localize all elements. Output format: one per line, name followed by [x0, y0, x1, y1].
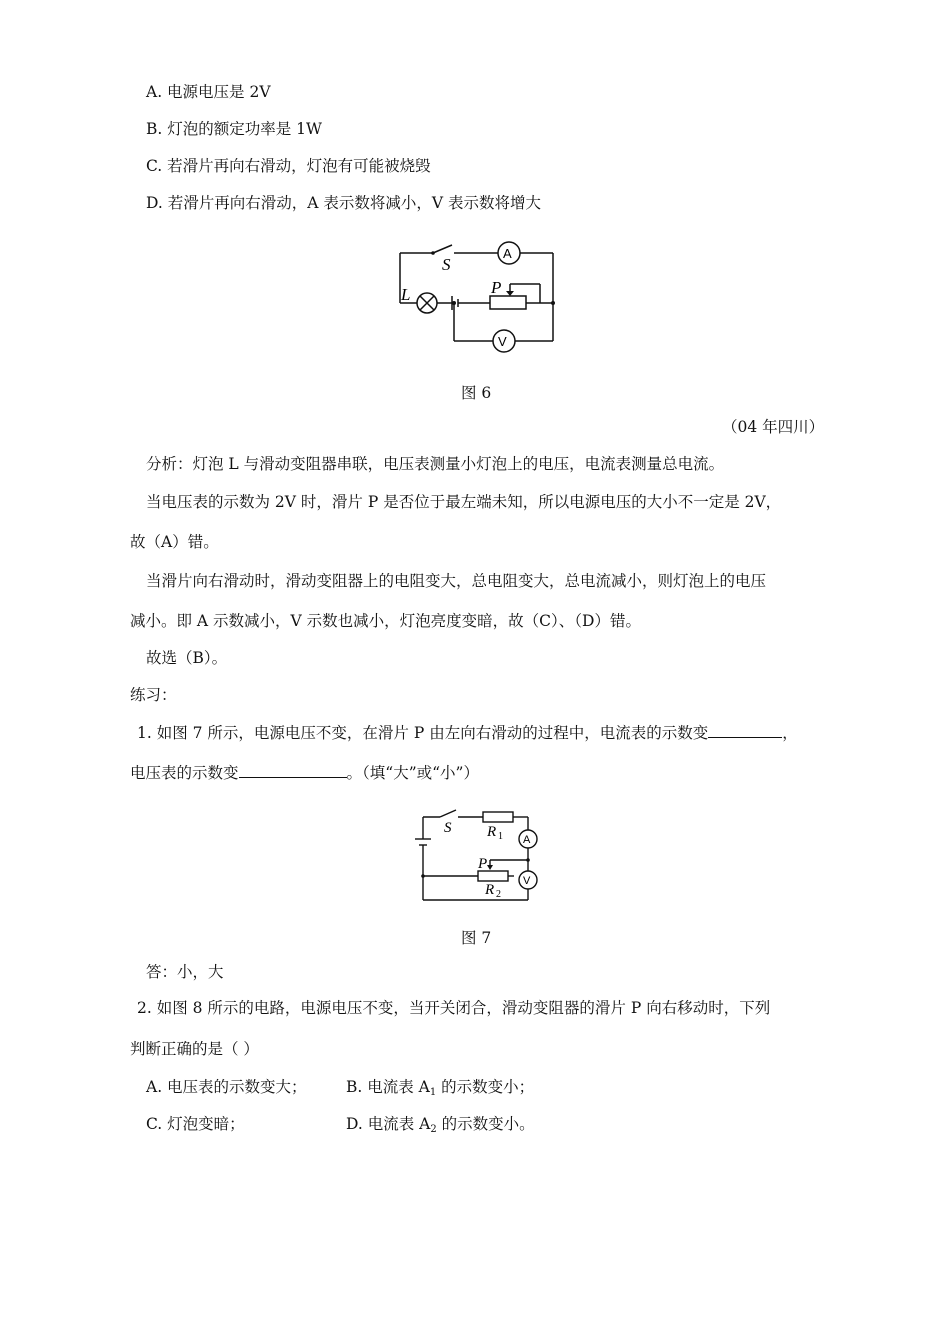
- practice-heading: 练习：: [130, 686, 177, 704]
- fig7-voltmeter-label: V: [523, 875, 531, 887]
- question-1-punct: ，: [782, 724, 798, 742]
- figure-6-caption: 图 6: [461, 384, 492, 402]
- question-2-option-b-tail: 的示数变小；: [436, 1078, 535, 1096]
- analysis-paragraph-3-cont: 减小。即 A 示数减小，V 示数也减小，灯泡亮度变暗，故（C）、（D）错。: [130, 612, 641, 630]
- answer-blank-1: [708, 721, 782, 738]
- option-d: D. 若滑片再向右滑动，A 表示数将减小，V 表示数将增大: [146, 194, 541, 212]
- analysis-paragraph-3: 当滑片向右滑动时，滑动变阻器上的电阻变大，总电阻变大，总电流减小，则灯泡上的电压: [146, 572, 767, 590]
- option-a: A. 电源电压是 2V: [146, 83, 271, 101]
- question-1-hint: 。（填“大”或“小”）: [346, 764, 479, 782]
- question-2-option-d-subscript: 2: [430, 1124, 437, 1135]
- fig6-switch-label: S: [442, 255, 451, 274]
- fig7-r2-label: R: [485, 882, 495, 898]
- analysis-paragraph-1: 分析：灯泡 L 与滑动变阻器串联，电压表测量小灯泡上的电压，电流表测量总电流。: [146, 455, 725, 473]
- figure-7-circuit: [410, 808, 545, 908]
- option-c: C. 若滑片再向右滑动，灯泡有可能被烧毁: [146, 157, 431, 175]
- question-2-option-d-tail: 的示数变小。: [436, 1115, 535, 1133]
- question-2-option-d-text: D. 电流表 A: [346, 1115, 431, 1133]
- question-2-option-d: [346, 1114, 535, 1140]
- fig7-switch-label: S: [444, 820, 452, 836]
- answer-blank-2: [239, 761, 347, 778]
- source-note: （04 年四川）: [722, 418, 825, 436]
- fig7-r1-label: R: [487, 824, 497, 840]
- question-1-text-2: 电压表的示数变: [130, 764, 239, 782]
- question-1-line-1: [137, 721, 798, 743]
- question-1-line-2: [130, 761, 479, 783]
- figure-6-circuit: [390, 238, 570, 358]
- question-1-text: 1. 如图 7 所示，电源电压不变，在滑片 P 由左向右滑动的过程中，电流表的示数变: [137, 724, 709, 742]
- figure-7-caption: 图 7: [461, 929, 492, 947]
- fig7-r2-subscript: 2: [496, 889, 501, 900]
- question-2-option-b: [346, 1077, 534, 1103]
- fig6-ammeter-label: A: [503, 246, 512, 261]
- fig7-ammeter-label: A: [523, 834, 531, 846]
- question-2-option-c: C. 灯泡变暗；: [146, 1115, 245, 1133]
- fig6-slider-label: P: [491, 278, 502, 297]
- question-2-option-a: A. 电压表的示数变大；: [146, 1078, 307, 1096]
- option-b: B. 灯泡的额定功率是 1W: [146, 120, 322, 138]
- analysis-conclusion: 故选（B）。: [146, 649, 228, 667]
- question-2-option-b-text: B. 电流表 A: [346, 1078, 430, 1096]
- question-2-line-1: 2. 如图 8 所示的电路，电源电压不变，当开关闭合，滑动变阻器的滑片 P 向右移动时，下列: [137, 999, 771, 1017]
- fig7-r1-subscript: 1: [498, 831, 503, 842]
- fig6-voltmeter-label: V: [498, 334, 507, 349]
- analysis-paragraph-2-cont: 故（A）错。: [130, 533, 219, 551]
- fig7-slider-label: P: [478, 856, 488, 872]
- question-2-line-2: 判断正确的是（ ）: [130, 1040, 259, 1058]
- analysis-paragraph-2: 当电压表的示数为 2V 时，滑片 P 是否位于最左端未知，所以电源电压的大小不一定是 2V，: [146, 493, 782, 511]
- question-1-answer: 答：小，大: [146, 963, 224, 981]
- fig6-lamp-label: L: [401, 285, 411, 304]
- question-2-option-b-subscript: 1: [429, 1087, 437, 1098]
